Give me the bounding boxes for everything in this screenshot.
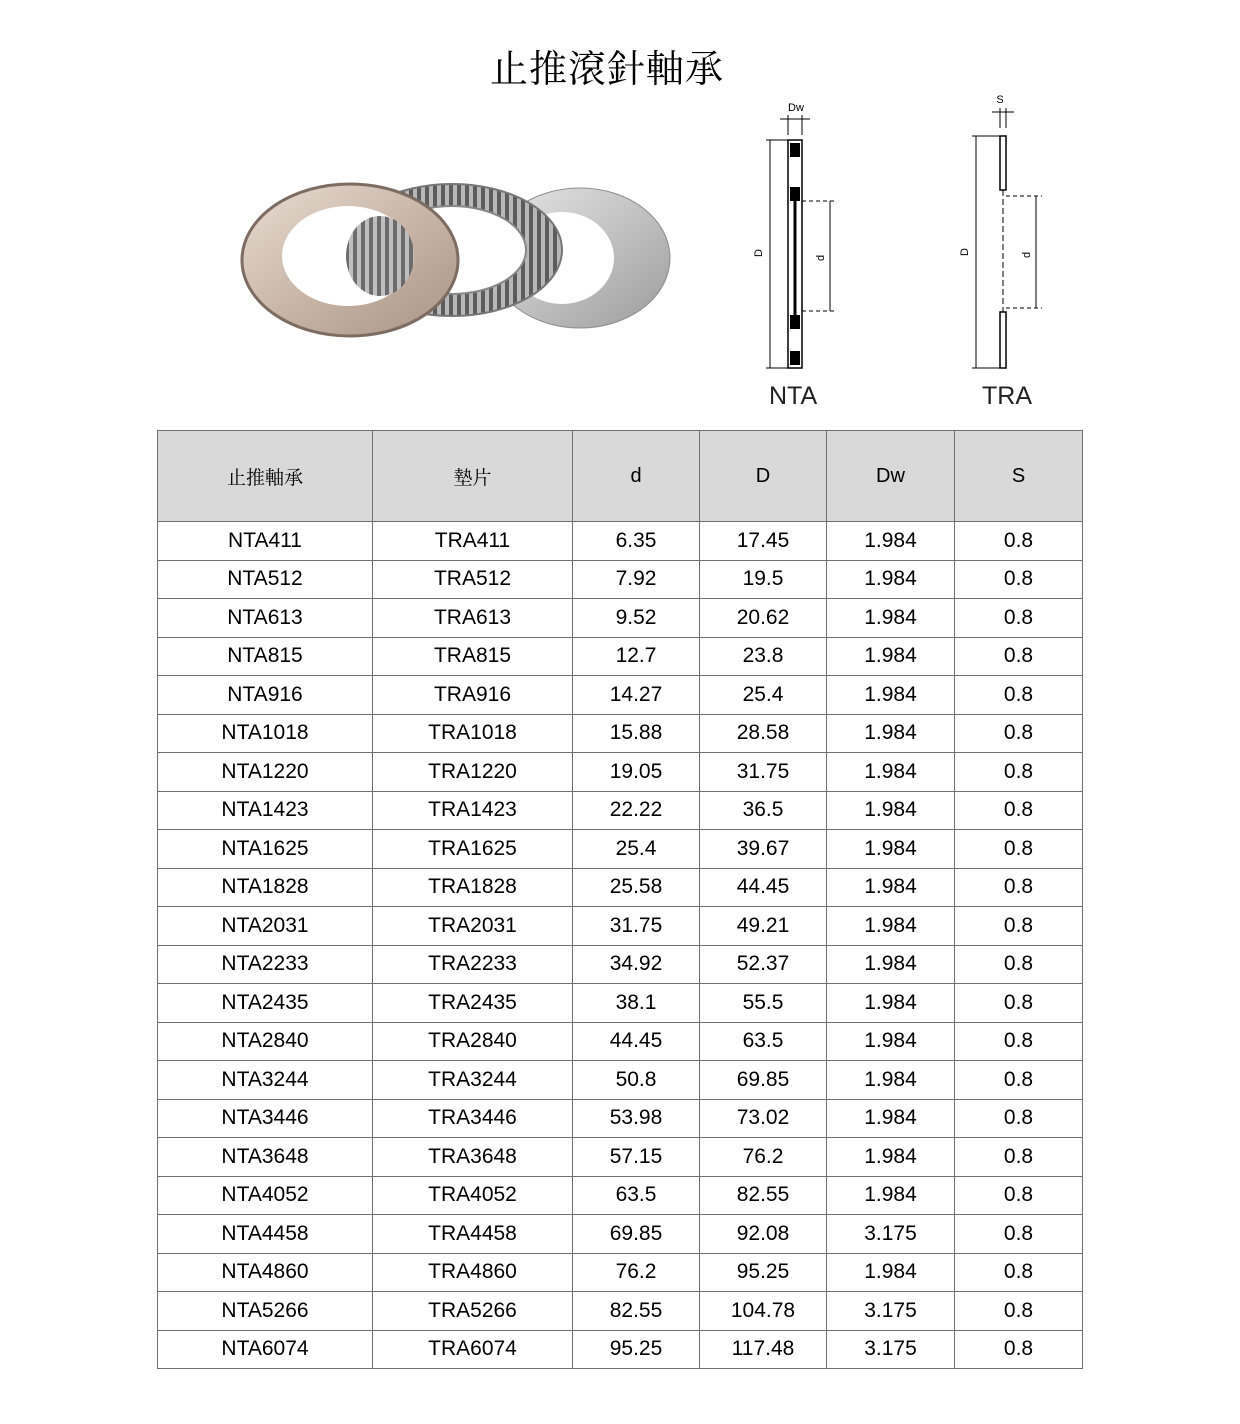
- table-row: [158, 907, 1083, 946]
- cell-washer: TRA2233: [373, 945, 573, 984]
- cell-bearing: NTA411: [158, 522, 373, 561]
- table-row: [158, 714, 1083, 753]
- cell-bearing: NTA1220: [158, 753, 373, 792]
- cell-dw: 1.984: [827, 1176, 955, 1215]
- table-row: [158, 1330, 1083, 1369]
- cell-D: 63.5: [700, 1022, 827, 1061]
- header-washer: 墊片: [373, 431, 573, 522]
- cell-d: 34.92: [573, 945, 700, 984]
- cell-dw: 1.984: [827, 907, 955, 946]
- cell-bearing: NTA2435: [158, 984, 373, 1023]
- cell-dw: 1.984: [827, 1138, 955, 1177]
- cell-dw: 1.984: [827, 1099, 955, 1138]
- cell-D: 76.2: [700, 1138, 827, 1177]
- cell-d: 6.35: [573, 522, 700, 561]
- cell-bearing: NTA5266: [158, 1292, 373, 1331]
- table-row: [158, 945, 1083, 984]
- tra-s-label: S: [996, 94, 1004, 106]
- cell-s: 0.8: [955, 1215, 1083, 1254]
- cell-s: 0.8: [955, 1253, 1083, 1292]
- cell-washer: TRA4052: [373, 1176, 573, 1215]
- cell-bearing: NTA1828: [158, 868, 373, 907]
- cell-d: 19.05: [573, 753, 700, 792]
- cell-s: 0.8: [955, 637, 1083, 676]
- cell-washer: TRA3648: [373, 1138, 573, 1177]
- cell-washer: TRA4860: [373, 1253, 573, 1292]
- cell-d: 95.25: [573, 1330, 700, 1369]
- cell-dw: 3.175: [827, 1215, 955, 1254]
- cell-bearing: NTA4052: [158, 1176, 373, 1215]
- nta-section-diagram: [740, 95, 850, 380]
- table-row: [158, 1215, 1083, 1254]
- cell-dw: 1.984: [827, 830, 955, 869]
- cell-s: 0.8: [955, 1292, 1083, 1331]
- cell-D: 95.25: [700, 1253, 827, 1292]
- cell-washer: TRA2435: [373, 984, 573, 1023]
- cell-dw: 3.175: [827, 1330, 955, 1369]
- cell-bearing: NTA2031: [158, 907, 373, 946]
- cell-washer: TRA815: [373, 637, 573, 676]
- cell-s: 0.8: [955, 599, 1083, 638]
- nta-dw-label: Dw: [788, 102, 804, 114]
- cell-d: 22.22: [573, 791, 700, 830]
- cell-s: 0.8: [955, 791, 1083, 830]
- table-row: [158, 637, 1083, 676]
- table-header-row: [158, 431, 1083, 522]
- cell-s: 0.8: [955, 830, 1083, 869]
- cell-dw: 1.984: [827, 791, 955, 830]
- cell-D: 28.58: [700, 714, 827, 753]
- cell-s: 0.8: [955, 945, 1083, 984]
- cell-D: 69.85: [700, 1061, 827, 1100]
- cell-washer: TRA3244: [373, 1061, 573, 1100]
- cell-s: 0.8: [955, 1330, 1083, 1369]
- tra-outer-diameter-label: D: [959, 248, 971, 256]
- cell-bearing: NTA2233: [158, 945, 373, 984]
- table-row: [158, 1099, 1083, 1138]
- table-row: [158, 1292, 1083, 1331]
- header-thrust-bearing: 止推軸承: [158, 431, 373, 522]
- header-inner-diameter: d: [573, 431, 700, 522]
- cell-D: 49.21: [700, 907, 827, 946]
- cell-dw: 1.984: [827, 984, 955, 1023]
- cell-washer: TRA411: [373, 522, 573, 561]
- cell-D: 20.62: [700, 599, 827, 638]
- cell-d: 31.75: [573, 907, 700, 946]
- cell-D: 52.37: [700, 945, 827, 984]
- table-row: [158, 560, 1083, 599]
- cell-d: 82.55: [573, 1292, 700, 1331]
- cell-washer: TRA613: [373, 599, 573, 638]
- cell-D: 23.8: [700, 637, 827, 676]
- cell-washer: TRA2031: [373, 907, 573, 946]
- cell-s: 0.8: [955, 1061, 1083, 1100]
- cell-s: 0.8: [955, 1022, 1083, 1061]
- table-row: [158, 1176, 1083, 1215]
- table-row: [158, 791, 1083, 830]
- cell-washer: TRA1423: [373, 791, 573, 830]
- bearing-photo: [240, 178, 680, 338]
- cell-D: 117.48: [700, 1330, 827, 1369]
- nta-diagram-label: NTA: [769, 382, 818, 410]
- cell-bearing: NTA1625: [158, 830, 373, 869]
- cell-dw: 1.984: [827, 1253, 955, 1292]
- cell-bearing: NTA512: [158, 560, 373, 599]
- cell-bearing: NTA1423: [158, 791, 373, 830]
- cell-D: 17.45: [700, 522, 827, 561]
- cell-washer: TRA2840: [373, 1022, 573, 1061]
- page-title: 止推滾針軸承: [489, 47, 724, 91]
- cell-s: 0.8: [955, 522, 1083, 561]
- table-row: [158, 1061, 1083, 1100]
- table-row: [158, 676, 1083, 715]
- table-row: [158, 599, 1083, 638]
- cell-D: 73.02: [700, 1099, 827, 1138]
- cell-bearing: NTA4860: [158, 1253, 373, 1292]
- cell-d: 57.15: [573, 1138, 700, 1177]
- cell-dw: 1.984: [827, 1061, 955, 1100]
- cell-dw: 1.984: [827, 522, 955, 561]
- cell-washer: TRA1828: [373, 868, 573, 907]
- cell-bearing: NTA815: [158, 637, 373, 676]
- cell-d: 25.58: [573, 868, 700, 907]
- cell-washer: TRA1625: [373, 830, 573, 869]
- cell-s: 0.8: [955, 753, 1083, 792]
- cell-washer: TRA916: [373, 676, 573, 715]
- cell-bearing: NTA3244: [158, 1061, 373, 1100]
- cell-d: 69.85: [573, 1215, 700, 1254]
- cell-bearing: NTA916: [158, 676, 373, 715]
- cell-D: 39.67: [700, 830, 827, 869]
- table-row: [158, 753, 1083, 792]
- cell-washer: TRA512: [373, 560, 573, 599]
- cell-s: 0.8: [955, 676, 1083, 715]
- cell-dw: 1.984: [827, 868, 955, 907]
- cell-d: 25.4: [573, 830, 700, 869]
- cell-D: 31.75: [700, 753, 827, 792]
- cell-washer: TRA1220: [373, 753, 573, 792]
- cell-s: 0.8: [955, 907, 1083, 946]
- nta-outer-diameter-label: D: [753, 249, 765, 257]
- tra-diagram-label: TRA: [982, 382, 1032, 410]
- cell-d: 9.52: [573, 599, 700, 638]
- cell-dw: 1.984: [827, 753, 955, 792]
- table-body: [158, 522, 1083, 1369]
- cell-bearing: NTA2840: [158, 1022, 373, 1061]
- table-row: [158, 984, 1083, 1023]
- cell-dw: 1.984: [827, 637, 955, 676]
- cell-d: 14.27: [573, 676, 700, 715]
- cell-D: 25.4: [700, 676, 827, 715]
- cell-s: 0.8: [955, 1099, 1083, 1138]
- cell-washer: TRA1018: [373, 714, 573, 753]
- cell-bearing: NTA6074: [158, 1330, 373, 1369]
- cell-bearing: NTA3648: [158, 1138, 373, 1177]
- cell-D: 55.5: [700, 984, 827, 1023]
- cell-s: 0.8: [955, 1138, 1083, 1177]
- header-thickness: S: [955, 431, 1083, 522]
- table-row: [158, 1253, 1083, 1292]
- cell-dw: 1.984: [827, 676, 955, 715]
- cell-dw: 1.984: [827, 1022, 955, 1061]
- cell-D: 44.45: [700, 868, 827, 907]
- cell-D: 104.78: [700, 1292, 827, 1331]
- cell-d: 76.2: [573, 1253, 700, 1292]
- cell-d: 38.1: [573, 984, 700, 1023]
- cell-d: 15.88: [573, 714, 700, 753]
- cell-d: 53.98: [573, 1099, 700, 1138]
- cell-bearing: NTA1018: [158, 714, 373, 753]
- cell-D: 36.5: [700, 791, 827, 830]
- cell-bearing: NTA3446: [158, 1099, 373, 1138]
- cell-washer: TRA5266: [373, 1292, 573, 1331]
- cell-dw: 1.984: [827, 599, 955, 638]
- cell-s: 0.8: [955, 714, 1083, 753]
- cell-s: 0.8: [955, 1176, 1083, 1215]
- cell-d: 63.5: [573, 1176, 700, 1215]
- cell-d: 44.45: [573, 1022, 700, 1061]
- table-row: [158, 522, 1083, 561]
- table-row: [158, 1022, 1083, 1061]
- cell-D: 82.55: [700, 1176, 827, 1215]
- cell-bearing: NTA4458: [158, 1215, 373, 1254]
- cell-D: 19.5: [700, 560, 827, 599]
- tra-inner-diameter-label: d: [1021, 251, 1033, 258]
- cell-s: 0.8: [955, 560, 1083, 599]
- tra-section-diagram: [950, 88, 1060, 380]
- cell-d: 12.7: [573, 637, 700, 676]
- header-outer-diameter: D: [700, 431, 827, 522]
- nta-inner-diameter-label: d: [815, 254, 827, 261]
- cell-dw: 1.984: [827, 945, 955, 984]
- cell-s: 0.8: [955, 984, 1083, 1023]
- cell-dw: 1.984: [827, 560, 955, 599]
- cell-dw: 3.175: [827, 1292, 955, 1331]
- cell-dw: 1.984: [827, 714, 955, 753]
- cell-washer: TRA4458: [373, 1215, 573, 1254]
- header-needle-diameter: Dw: [827, 431, 955, 522]
- table-row: [158, 868, 1083, 907]
- table-row: [158, 830, 1083, 869]
- spec-table: [157, 430, 1083, 1369]
- cell-d: 50.8: [573, 1061, 700, 1100]
- cell-washer: TRA6074: [373, 1330, 573, 1369]
- table-row: [158, 1138, 1083, 1177]
- cell-bearing: NTA613: [158, 599, 373, 638]
- cell-D: 92.08: [700, 1215, 827, 1254]
- cell-d: 7.92: [573, 560, 700, 599]
- cell-washer: TRA3446: [373, 1099, 573, 1138]
- cell-s: 0.8: [955, 868, 1083, 907]
